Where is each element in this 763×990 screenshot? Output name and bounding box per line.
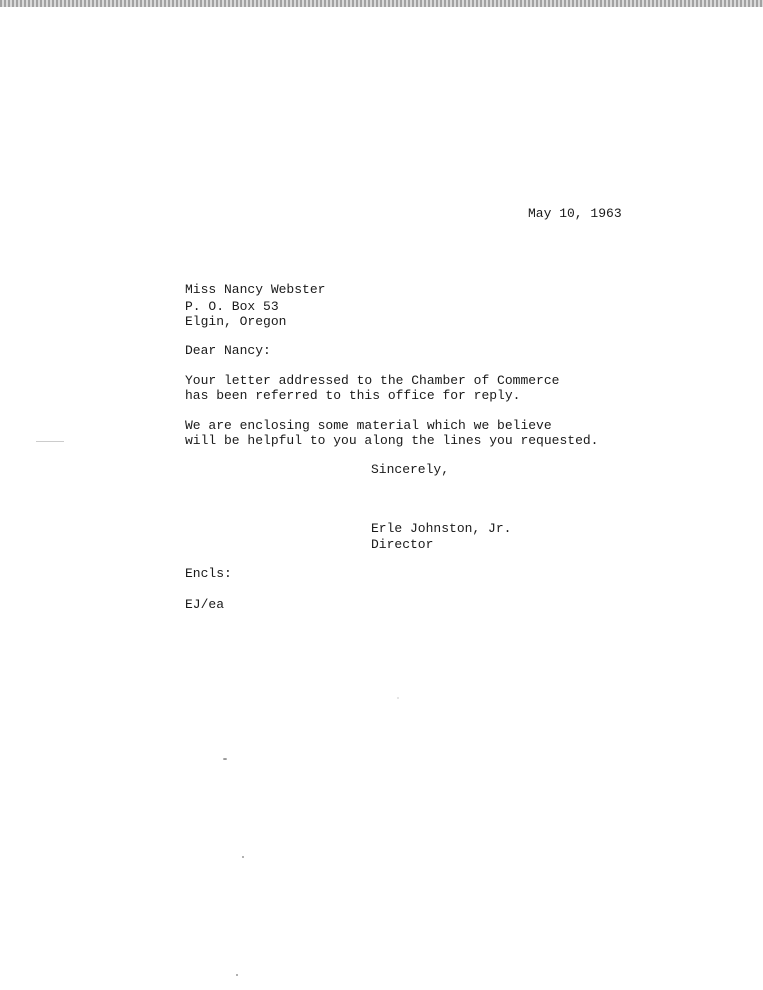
page-top-edge	[0, 0, 763, 7]
paragraph-2-line-2: will be helpful to you along the lines you requested.	[185, 433, 599, 448]
paragraph-1-line-1: Your letter addressed to the Chamber of Commerce	[185, 373, 560, 388]
letter-date: May 10, 1963	[528, 206, 622, 221]
signer-name: Erle Johnston, Jr.	[371, 521, 512, 536]
scan-speck	[36, 441, 64, 442]
recipient-address-line: P. O. Box 53	[185, 299, 279, 314]
salutation: Dear Nancy:	[185, 343, 271, 358]
recipient-name: Miss Nancy Webster	[185, 282, 326, 297]
reference-initials: EJ/ea	[185, 597, 225, 612]
scan-speck	[242, 856, 244, 858]
recipient-city-state: Elgin, Oregon	[185, 314, 287, 329]
scan-speck	[397, 697, 399, 699]
paragraph-2-line-1: We are enclosing some material which we believe	[185, 418, 552, 433]
scan-speck	[223, 758, 227, 760]
scan-speck	[236, 974, 238, 976]
closing: Sincerely,	[371, 462, 450, 477]
signer-title: Director	[371, 537, 434, 552]
enclosures-notation: Encls:	[185, 566, 232, 581]
paragraph-1-line-2: has been referred to this office for reply.	[185, 388, 521, 403]
